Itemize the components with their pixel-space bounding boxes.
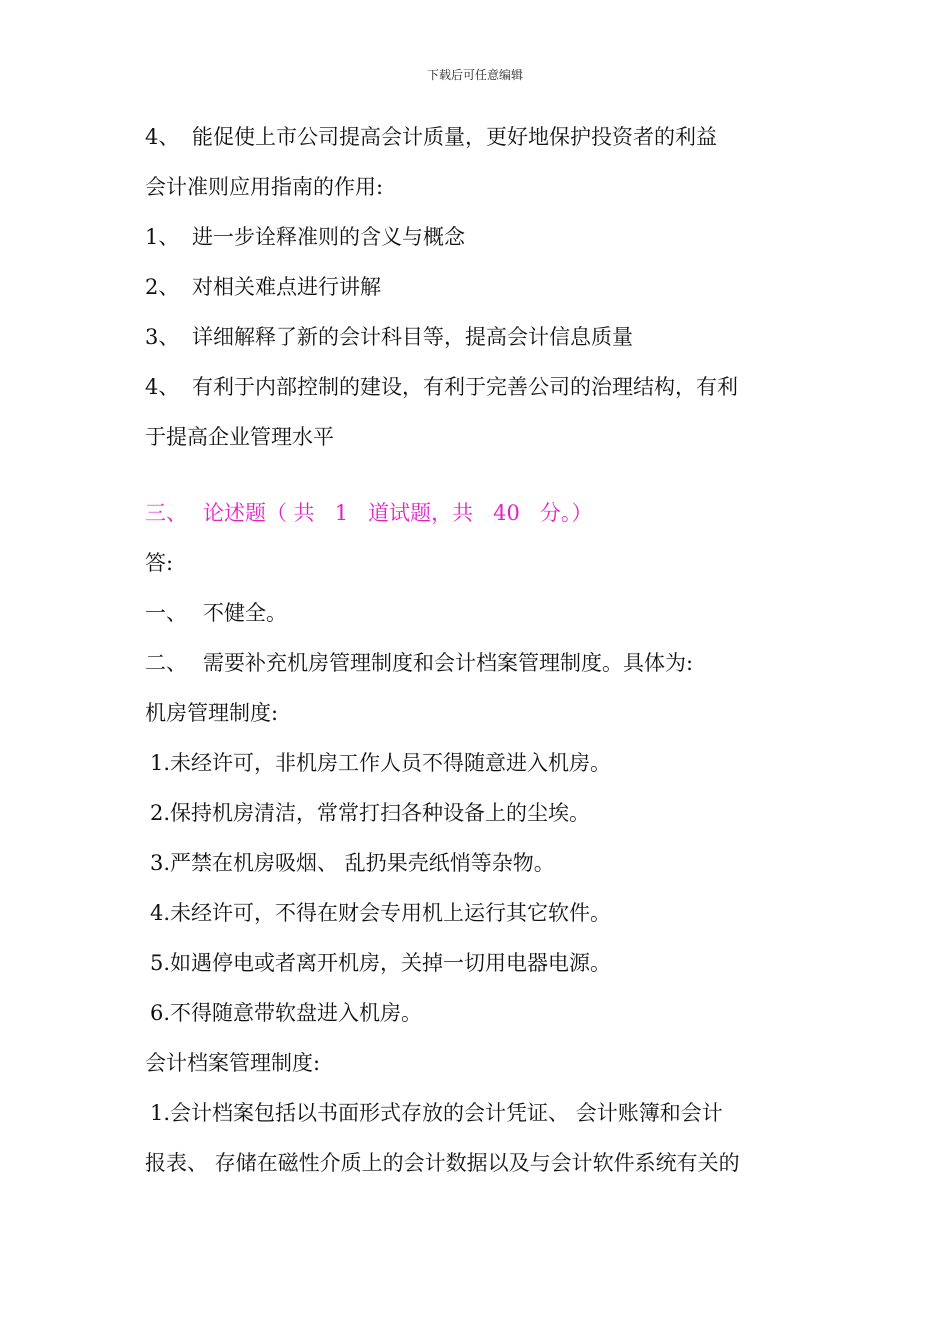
archive-rule-continuation: 报表、 存储在磁性介质上的会计数据以及与会计软件系统有关的 — [145, 1151, 740, 1175]
answer-item — [145, 650, 693, 676]
section-number: 三、 — [145, 501, 187, 525]
list-item — [145, 124, 717, 150]
room-rule: 2.保持机房清洁，常常打扫各种设备上的尘埃。 — [150, 801, 591, 825]
answer-text: 需要补充机房管理制度和会计档案管理制度。具体为: — [203, 651, 694, 675]
list-number: 2、 — [145, 275, 180, 299]
archive-rule: 1.会计档案包括以书面形式存放的会计凭证、 会计账簿和会计 — [150, 1101, 723, 1125]
room-rule: 4.未经许可，不得在财会专用机上运行其它软件。 — [150, 901, 612, 925]
list-text: 对相关难点进行讲解 — [192, 275, 381, 299]
room-rule: 3.严禁在机房吸烟、 乱扔果壳纸悄等杂物。 — [150, 851, 555, 875]
list-item — [145, 374, 738, 400]
list-number: 3、 — [145, 325, 180, 349]
room-rule: 6.不得随意带软盘进入机房。 — [150, 1001, 423, 1025]
room-heading: 机房管理制度: — [145, 701, 279, 725]
answer-item — [145, 600, 287, 626]
list-text: 详细解释了新的会计科目等，提高会计信息质量 — [192, 325, 633, 349]
list-number: 4、 — [145, 125, 180, 149]
list-item — [145, 324, 633, 350]
list-number: 1、 — [145, 225, 180, 249]
list-item-continuation: 于提高企业管理水平 — [145, 425, 334, 449]
answer-number: 一、 — [145, 601, 187, 625]
section-title: 论述题（ 共 1 道试题，共 40 分。） — [203, 501, 593, 525]
list-text: 有利于内部控制的建设，有利于完善公司的治理结构，有利 — [192, 375, 738, 399]
list-text: 能促使上市公司提高会计质量，更好地保护投资者的利益 — [192, 125, 717, 149]
room-rule: 5.如遇停电或者离开机房，关掉一切用电器电源。 — [150, 951, 612, 975]
list-item — [145, 224, 465, 250]
list-item — [145, 274, 381, 300]
page-header: 下载后可任意编辑 — [426, 68, 523, 82]
answer-number: 二、 — [145, 651, 187, 675]
room-rule: 1.未经许可，非机房工作人员不得随意进入机房。 — [150, 751, 612, 775]
archive-heading: 会计档案管理制度: — [145, 1051, 321, 1075]
list-number: 4、 — [145, 375, 180, 399]
list-text: 进一步诠释准则的含义与概念 — [192, 225, 465, 249]
answer-label: 答: — [145, 551, 174, 575]
answer-text: 不健全。 — [203, 601, 287, 625]
guide-heading: 会计准则应用指南的作用: — [145, 175, 384, 199]
section-heading — [145, 500, 592, 526]
